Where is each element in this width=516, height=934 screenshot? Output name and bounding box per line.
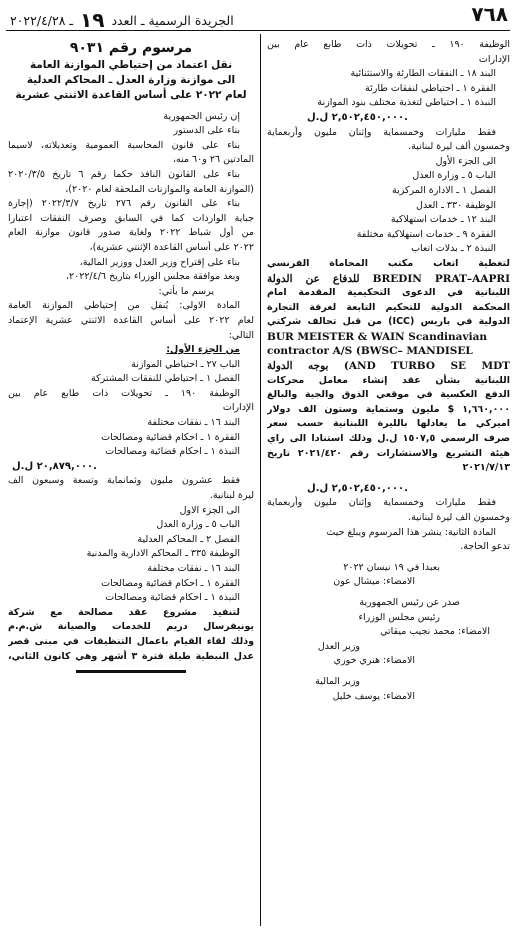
text-line: الباب ٥ ـ وزارة العدل bbox=[412, 170, 496, 182]
text-line: البند ١٦ ـ نفقات مختلفة bbox=[147, 563, 240, 575]
signature-justice-minister: الامضاء: هنري خوري bbox=[333, 655, 415, 667]
amount: ٢,٥٠٢,٤٥٠,٠٠٠ ل.ل. bbox=[307, 111, 408, 123]
issue-date: ـ ٢٠٢٢/٤/٢٨ bbox=[10, 13, 74, 28]
article-one: المادة الاولى: يُنقل من إحتياطي الموازنة العامة bbox=[8, 300, 240, 312]
text-line: الوظيفة ٣٣٠ ـ العدل bbox=[416, 199, 496, 211]
column-divider bbox=[260, 34, 261, 926]
text-line: المحكمة الدولية للتحكيم التابعة لغرفة التجارة bbox=[267, 301, 510, 313]
page-number: ٧٦٨ bbox=[471, 2, 508, 26]
closing-rule bbox=[76, 670, 186, 673]
text-line: الفقرة ١ ـ احكام قضائية ومصالحات bbox=[101, 577, 240, 589]
text-line: ١,٦٦٠,٠٠٠ $ مليون وستماية وستون الف دولار bbox=[267, 403, 510, 415]
decree-subject-line: لعام ٢٠٢٢ على أساس القاعدة الاثنتي عشرية bbox=[15, 89, 247, 102]
text-line: فقط مليارات وخمسماية وإثنان مليون وأربعماية bbox=[267, 497, 496, 509]
signature-finance-minister: الامضاء: يوسف خليل bbox=[332, 690, 415, 702]
decree-subject-line: الى موازنة وزارة العدل ـ المحاكم العدلية bbox=[26, 74, 236, 87]
text-line: ليرة لبنانية. bbox=[209, 490, 254, 502]
text-line: الى الجزء الأول bbox=[435, 155, 496, 167]
text-line: تدعو الحاجة. bbox=[460, 541, 510, 553]
text-line: الوظيفة ٣٣٥ ـ المحاكم الادارية والمدنية bbox=[86, 548, 240, 560]
place-date: بعبدا في ١٩ نيسان ٢٠٢٢ bbox=[343, 561, 440, 573]
text-line: لتنفيذ مشروع عقد مصالحة مع شركة bbox=[8, 606, 240, 618]
text-line: BREDIN PRAT–AAPRI للدفاع عن الدولة bbox=[267, 272, 510, 285]
text-line: ٢٠٢١/٧/١٣ bbox=[462, 462, 510, 474]
text-line: اللبنانية بشأن عقد إنشاء معامل محركات bbox=[267, 374, 510, 386]
text-line: لعام ٢٠٢٢ على أساس القاعدة الاثنتي عشرية الإعتماد bbox=[8, 314, 254, 326]
right-column bbox=[267, 38, 510, 704]
text-line: اللبنانية في الدعوى التحكيمية المقدمة امام bbox=[267, 287, 510, 299]
text-line: وذلك لقاء القيام باعمال التنظيفات في مبنى قصر bbox=[8, 635, 254, 647]
text-line: يرسم ما يأتي: bbox=[158, 285, 214, 297]
text-line: الفصل ١ ـ الادارة المركزية bbox=[391, 184, 496, 196]
text-line: الفقرة ٩ ـ خدمات استهلاكية مختلفة bbox=[356, 228, 496, 240]
left-column bbox=[8, 38, 254, 673]
article-two: المادة الثانية: ينشر هذا المرسوم ويبلغ حيث bbox=[326, 526, 496, 538]
text-line: الدولية في باريس (ICC) من قبل تحالف شركتي bbox=[267, 316, 510, 328]
page-header bbox=[6, 2, 510, 31]
text-line: جباية الواردات كما في السابق وصرف النفقات اعتبارا bbox=[8, 212, 254, 224]
text-line: البند ١٨ ـ النفقات الطارئة والاستثنائية bbox=[350, 68, 496, 80]
text-line: الوظيفة ١٩٠ ـ تحويلات ذات طابع عام بين bbox=[267, 39, 510, 50]
text-line: الدفع العكسية في موقعي الذوق والجية والبالغ bbox=[267, 389, 510, 401]
text-line: الإدارات bbox=[478, 53, 510, 65]
text-line: الى الجزء الاول bbox=[179, 504, 240, 516]
text-line: البند ١٢ ـ خدمات استهلاكية bbox=[390, 214, 496, 226]
decree-subject-line: نقل اعتماد من إحتياطي الموازنة العامة bbox=[29, 59, 233, 71]
text-line: الفقرة ١ ـ احتياطي لنفقات طارئة bbox=[365, 82, 496, 94]
text-line: بناء على القانون النافذ حكما رقم ٦ تاريخ ٢٠٢٠/٣/٥ bbox=[8, 168, 240, 180]
text-line: الباب ٥ ـ وزارة العدل bbox=[156, 519, 240, 531]
gazette-running-title bbox=[10, 8, 234, 32]
text-line: النبذة ١ ـ احكام قضائية ومصالحات bbox=[105, 446, 240, 458]
text-line: BUR MEISTER & WAIN Scandinavian bbox=[267, 330, 488, 343]
text-line: وخمسون ألف ليرة لبنانية. bbox=[408, 141, 510, 153]
text-line: الفصل ٢ ـ المحاكم العدلية bbox=[137, 533, 240, 545]
text-line: الفقرة ١ ـ احكام قضائية ومصالحات bbox=[101, 431, 240, 443]
text-line: البند ١٦ ـ نفقات مختلفة bbox=[147, 417, 240, 429]
text-line: هيئة التشريع والاستشارات رقم ٢٠٢١/٤٢٠ تاريخ bbox=[267, 447, 510, 459]
amount: ٢٠,٨٧٩,٠٠٠ ل.ل. bbox=[12, 460, 97, 472]
decree-title: مرسوم رقم ٩٠٣١ bbox=[69, 40, 193, 56]
text-line: بناء على القانون رقم ٢٧٦ تاريخ ٢٠٢٢/٣/٧ (إجازة bbox=[8, 198, 240, 210]
issue-number: ١٩ bbox=[80, 8, 105, 32]
text-line: فقط مليارات وخمسماية وإثنان مليون وأربعماية bbox=[267, 126, 496, 138]
text-line: الباب ٢٧ ـ احتياطي الموازنة bbox=[131, 358, 240, 370]
text-line: لتغطية اتعاب مكتب المحاماة الفرنسي bbox=[267, 257, 510, 269]
text-line: contractor A/S (BWSC– MANDISEL bbox=[267, 345, 473, 358]
text-line: فقط عشرون مليون وثمانماية وتسعة وسبعون الف bbox=[8, 475, 240, 487]
text-line: بناء على إقتراح وزير العدل ووزير المالية، bbox=[79, 256, 240, 268]
text-line: وبعد موافقة مجلس الوزراء بتاريخ ٢٠٢٢/٤/٦، bbox=[65, 271, 240, 283]
section-heading: من الجزء الأول: bbox=[166, 344, 240, 356]
text-line: النبذة ٢ ـ بدلات اتعاب bbox=[411, 243, 496, 255]
text-line: عدل النبطية طيلة فترة ٣ أشهر وهي كانون الثاني، bbox=[8, 650, 254, 662]
text-line: الفصل ١ ـ احتياطي للنفقات المشتركة bbox=[91, 373, 240, 385]
text-line: إن رئيس الجمهورية bbox=[163, 110, 240, 122]
text-line: النبذة ١ ـ احتياطي لتغذية مختلف بنود الموازنة bbox=[317, 97, 496, 109]
gazette-name: الجريدة الرسمية ـ العدد bbox=[111, 13, 234, 28]
signature-president: الامضاء: ميشال عون bbox=[333, 576, 415, 588]
text-line: بناء على الدستور bbox=[173, 125, 240, 137]
amount: ٢,٥٠٢,٤٥٠,٠٠٠ ل.ل. bbox=[307, 482, 408, 494]
signature-pm: الامضاء: محمد نجيب ميقاتي bbox=[380, 626, 490, 638]
text-line: (الموازنة العامة والموازنات الملحقة لعام ٢٠٢٠)، bbox=[65, 183, 254, 195]
text-line: صرف الرسمي ١٥٠٧,٥ ل.ل وذلك استنادا الى راي bbox=[267, 433, 510, 445]
text-line: المادتين ٢٦ و٦٠ منه، bbox=[172, 154, 254, 166]
text-line: وخمسون الف ليرة لبنانية. bbox=[408, 512, 510, 523]
text-line: النبذة ١ ـ احكام قضائية ومصالحات bbox=[105, 592, 240, 604]
text-line: يونيفرسال دريم للخدمات والصيانة ش.م.م bbox=[8, 621, 254, 633]
text-line: AND TURBO SE MDT) بوجه الدولة bbox=[267, 360, 510, 373]
text-line: اميركي ما يعادلها بالليرة اللبنانية حسب سعر bbox=[267, 418, 510, 430]
text-line: بناء على قانون المحاسبة العمومية وتعديلاته، لاسيما bbox=[8, 139, 240, 151]
text-line: من أول شباط ٢٠٢٢ ولغاية صدور قانون موازنة العام bbox=[8, 227, 254, 239]
text-line: التالي: bbox=[228, 329, 254, 341]
text-line: الوظيفة ١٩٠ ـ تحويلات ذات طابع عام بين bbox=[8, 387, 240, 399]
text-line: ٢٠٢٢ على أساس القاعدة الإثنتي عشرية)، bbox=[89, 241, 254, 253]
justice-minister-title: وزير العدل bbox=[317, 640, 360, 652]
issued-by: صدر عن رئيس الجمهورية bbox=[359, 596, 460, 608]
text-line: الإدارات bbox=[222, 402, 254, 414]
pm-title: رئيس مجلس الوزراء bbox=[358, 611, 440, 623]
finance-minister-title: وزير المالية bbox=[315, 675, 360, 687]
